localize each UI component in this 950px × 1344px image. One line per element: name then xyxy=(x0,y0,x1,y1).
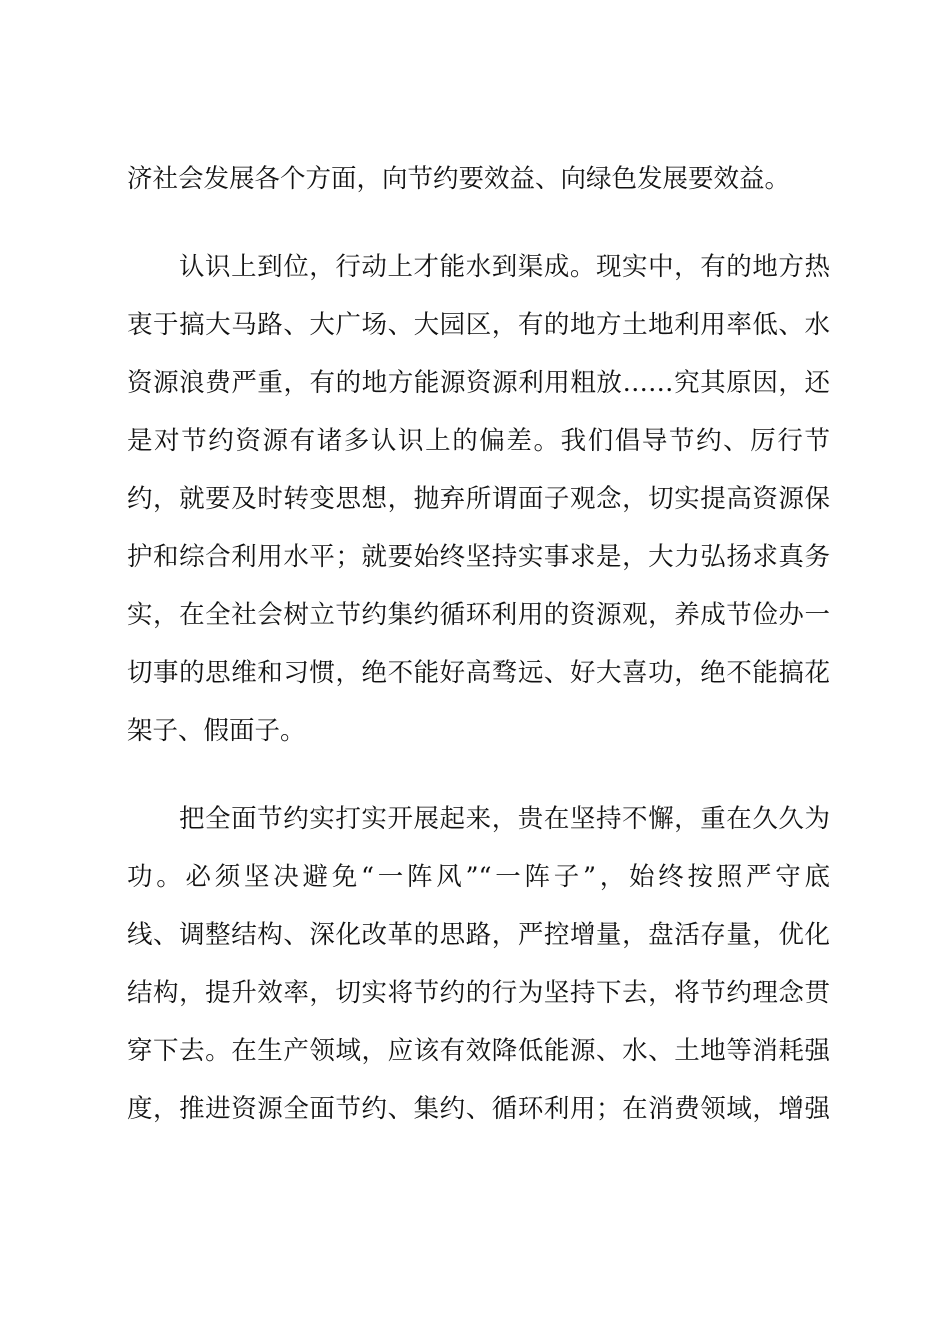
document-body xyxy=(127,150,830,1138)
text-line: 切事的思维和习惯，绝不能好高骛远、好大喜功，绝不能搞花 xyxy=(127,658,830,688)
text-line: 衷于搞大马路、大广场、大园区，有的地方土地利用率低、水 xyxy=(127,310,830,340)
paragraph-spacer xyxy=(127,760,830,790)
paragraph-1 xyxy=(127,150,830,208)
text-line: 护和综合利用水平；就要始终坚持实事求是，大力弘扬求真务 xyxy=(127,542,830,572)
paragraph-3 xyxy=(127,790,830,1138)
text-line: 是对节约资源有诸多认识上的偏差。我们倡导节约、厉行节 xyxy=(127,426,830,456)
text-line: 济社会发展各个方面，向节约要效益、向绿色发展要效益。 xyxy=(127,164,791,194)
text-line: 资源浪费严重，有的地方能源资源利用粗放……究其原因，还 xyxy=(127,368,830,398)
text-line: 认识上到位，行动上才能水到渠成。现实中，有的地方热 xyxy=(179,252,830,282)
paragraph-spacer xyxy=(127,208,830,238)
text-line: 线、调整结构、深化改革的思路，严控增量，盘活存量，优化 xyxy=(127,920,830,950)
text-line: 结构，提升效率，切实将节约的行为坚持下去，将节约理念贯 xyxy=(127,978,830,1008)
paragraph-2 xyxy=(127,238,830,760)
text-line: 穿下去。在生产领域，应该有效降低能源、水、土地等消耗强 xyxy=(127,1036,830,1066)
text-line: 度，推进资源全面节约、集约、循环利用；在消费领域，增强 xyxy=(127,1094,830,1124)
text-line: 把全面节约实打实开展起来，贵在坚持不懈，重在久久为 xyxy=(179,804,830,834)
text-line: 架子、假面子。 xyxy=(127,716,306,746)
text-line: 实，在全社会树立节约集约循环利用的资源观，养成节俭办一 xyxy=(127,600,830,630)
text-line: 约，就要及时转变思想，抛弃所谓面子观念，切实提高资源保 xyxy=(127,484,830,514)
text-line: 功。必须坚决避免“一阵风”“一阵子”，始终按照严守底 xyxy=(127,862,830,892)
